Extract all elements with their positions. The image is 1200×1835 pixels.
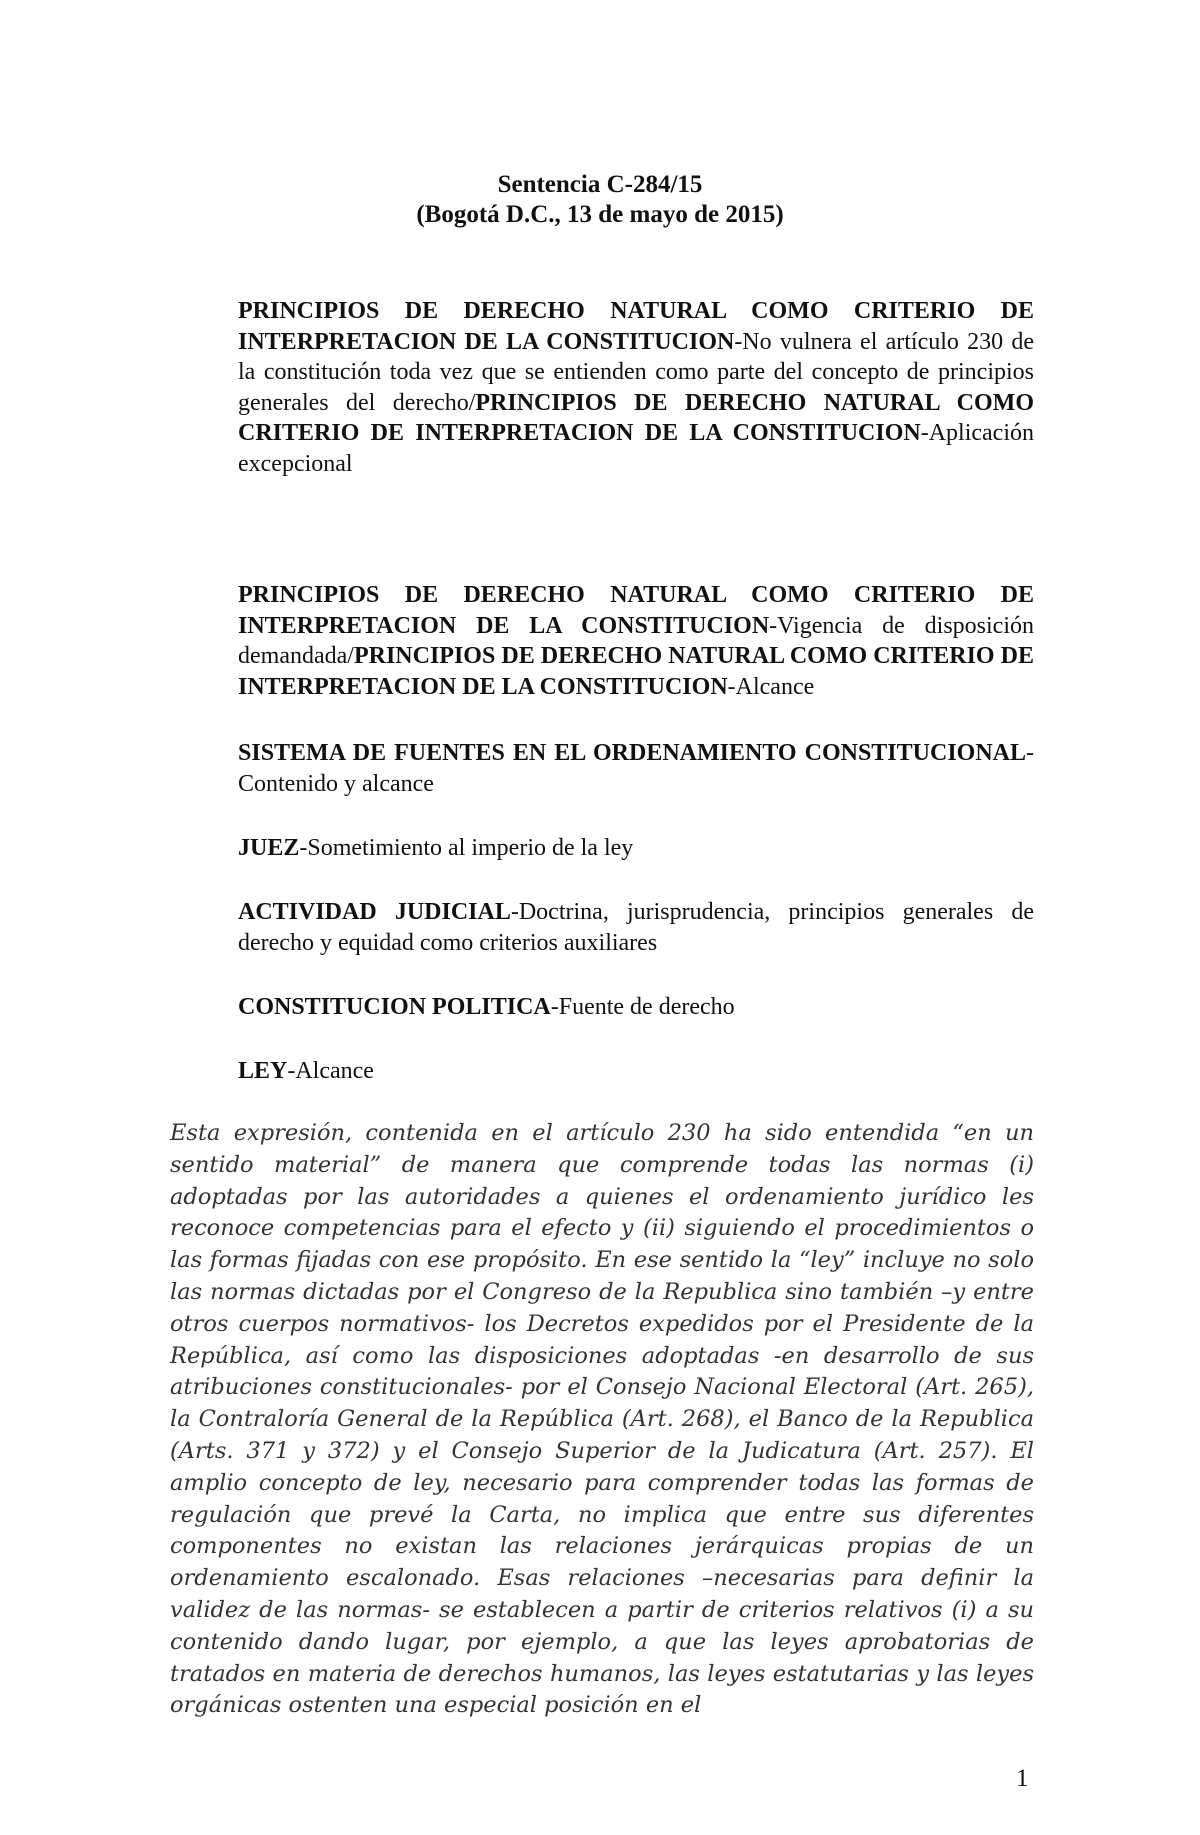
summary-paragraph-7: LEY-Alcance xyxy=(238,1058,374,1084)
summary-paragraph-3: SISTEMA DE FUENTES EN EL ORDENAMIENTO CONSTITUCIONAL-Contenido y alcance xyxy=(238,740,1034,797)
summary-paragraph-5: ACTIVIDAD JUDICIAL-Doctrina, jurisprudencia, principios generales de derecho y equidad como criterios auxiliares xyxy=(238,899,1034,956)
page-number: 1 xyxy=(1016,1765,1029,1792)
summary-paragraph-4: JUEZ-Sometimiento al imperio de la ley xyxy=(238,835,634,861)
summary-paragraph-2: PRINCIPIOS DE DERECHO NATURAL COMO CRITERIO DE INTERPRETACION DE LA CONSTITUCION-Vigencia de disposición demandada/PRINCIPIOS DE DERECHO NATURAL COMO CRITERIO DE INTERPRETACION DE LA CONSTITUCION-Alcance xyxy=(238,582,1034,700)
quoted-paragraph: Esta expresión, contenida en el artículo 230 ha sido entendida “en un sentido material” de manera que comprende todas las normas (i) adoptadas por las autoridades a quienes el ordenamiento jurídico les reconoce competencias para el efecto y (ii) siguiendo el procedimientos o las formas fijadas con ese propósito. En ese sentido la “ley” incluye no solo las normas dictadas por el Congreso de la Republica sino también –y entre otros cuerpos normativos- los Decretos expedidos por el Presidente de la República, así como las disposiciones adoptadas -en desarrollo de sus atribuciones constitucionales- por el Consejo Nacional Electoral (Art. 265), la Contraloría General de la República (Art. 268), el Banco de la Republica (Arts. 371 y 372) y el Consejo Superior de la Judicatura (Art. 257). El amplio concepto de ley, necesario para comprender todas las formas de regulación que prevé la Carta, no implica que entre sus diferentes componentes no existan las relaciones jerárquicas propias de un ordenamiento escalonado. Esas relaciones –necesarias para definir la validez de las normas- se establecen a partir de criterios relativos (i) a su contenido dando lugar, por ejemplo, a que las leyes aprobatorias de tratados en materia de derechos humanos, las leyes estatutarias y las leyes orgánicas ostenten una especial posición en el xyxy=(170,1120,1034,1719)
sentence-number: Sentencia C-284/15 xyxy=(497,171,703,198)
summary-paragraph-1: PRINCIPIOS DE DERECHO NATURAL COMO CRITERIO DE INTERPRETACION DE LA CONSTITUCION-No vulnera el artículo 230 de la constitución toda vez que se entienden como parte del concepto de principios generales del derecho/PRINCIPIOS DE DERECHO NATURAL COMO CRITERIO DE INTERPRETACION DE LA CONSTITUCION-Aplicación excepcional xyxy=(238,298,1034,477)
sentence-date: (Bogotá D.C., 13 de mayo de 2015) xyxy=(416,201,784,228)
document-title xyxy=(0,170,1200,230)
summary-paragraph-6: CONSTITUCION POLITICA-Fuente de derecho xyxy=(238,994,735,1020)
